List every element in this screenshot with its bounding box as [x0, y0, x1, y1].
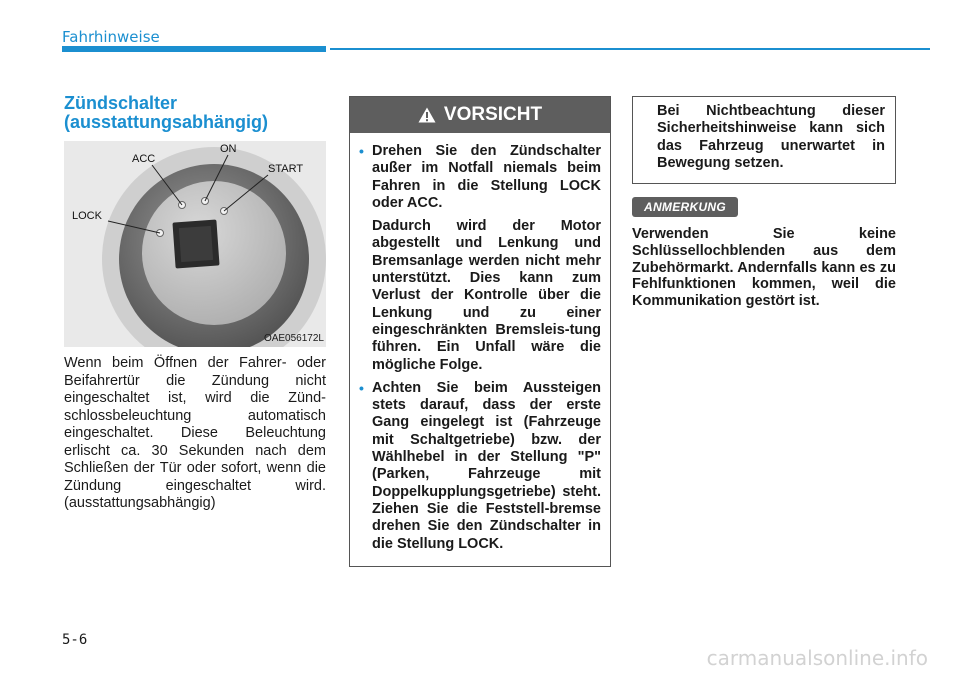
caution-body [350, 133, 610, 553]
caution-item-text: Drehen Sie den Zündschalter außer im Notfall niemals beim Fahren in die Stellung LOCK oder ACC. [372, 143, 601, 211]
caution-box [349, 96, 611, 567]
note-text: Verwenden Sie keine Schlüssellochblenden aus dem Zubehörmarkt. Andernfalls kann es zu Fehlfunktionen kommen, weil die Kommunikation gestört ist. [632, 226, 896, 310]
figure-code: OAE056172L [263, 333, 324, 344]
bullet-icon: • [359, 143, 364, 159]
warning-triangle-icon [418, 107, 436, 123]
page-number: 5-6 [62, 632, 88, 648]
header-rule-thick [62, 46, 326, 52]
note-badge: ANMERKUNG [632, 197, 738, 217]
start-label: START [268, 163, 304, 175]
section-title-line1: Zündschalter [64, 93, 178, 113]
ignition-switch-illustration [64, 141, 326, 347]
caution-title: VORSICHT [443, 104, 543, 125]
caution-continuation-box: Bei Nichtbeachtung dieser Sicherheitshinweise kann sich das Fahrzeug unerwartet in Bewegung setzen. [632, 96, 896, 184]
section-title [64, 94, 334, 132]
on-label: ON [220, 143, 237, 155]
caution-item [359, 143, 601, 212]
ignition-switch-figure [64, 141, 326, 347]
bullet-icon: • [359, 379, 364, 396]
caution-header [350, 97, 610, 133]
acc-label: ACC [132, 153, 156, 165]
caution-item-text: Achten Sie beim Aussteigen stets darauf, dass der erste Gang eingelegt ist (Fahrzeuge mit Schaltgetriebe) bzw. der Wählhebel in der Stellung "P" (Parken, Fahrzeuge mit Doppelkupplungsgetriebe) steht. Ziehen Sie die Feststell-bremse drehen Sie den Zündschalter in die Stellung LOCK. [372, 379, 601, 552]
watermark: carmanualsonline.info [706, 646, 928, 670]
caution-paragraph: Dadurch wird der Motor abgestellt und Lenkung und Bremsanlage werden nicht mehr unterstützt. Dies kann zum Verlust der Kontrolle über die Lenkung und zu einer eingeschränkten Bremsleis-tung führen. Ein Unfall wäre die mögliche Folge. [372, 218, 601, 373]
body-paragraph: Wenn beim Öffnen der Fahrer- oder Beifahrertür die Zündung nicht eingeschaltet ist, wird die Zünd-schlossbeleuchtung automatisch eingeschaltet. Diese Beleuchtung erlischt ca. 30 Sekunden nach dem Schließen der Tür oder sofort, wenn die Zündung eingeschaltet wird. (ausstattungsabhängig) [64, 355, 326, 511]
lock-label: LOCK [72, 210, 102, 222]
section-title-line2: (ausstattungsabhängig) [64, 112, 269, 132]
caution-item [359, 380, 601, 553]
header-rule-thin [330, 48, 930, 50]
page-header-title: Fahrhinweise [62, 28, 160, 46]
